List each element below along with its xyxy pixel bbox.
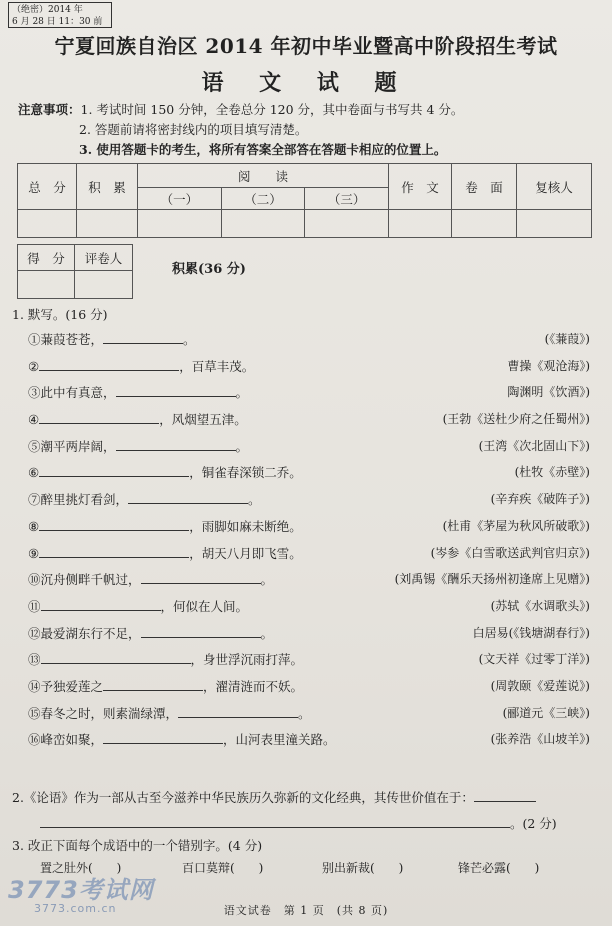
exam-title: 宁夏回族自治区 2014 年初中毕业暨高中阶段招生考试 — [54, 34, 558, 58]
dictation-line — [28, 570, 590, 597]
score-checker-header: 复核人 — [517, 164, 592, 210]
grader-table — [17, 244, 133, 299]
dictation-text — [28, 704, 311, 722]
score-cell[interactable] — [138, 210, 222, 238]
answer-blank[interactable] — [178, 705, 298, 718]
dictation-text — [28, 330, 196, 348]
dictation-prefix: ② — [28, 358, 40, 374]
answer-blank[interactable] — [41, 598, 161, 611]
dictation-source: (文天祥《过零丁洋》) — [478, 652, 590, 667]
secret-line-1: （绝密）2014 年 — [12, 5, 83, 15]
idiom-item[interactable]: 别出新裁( ) — [322, 861, 404, 875]
dictation-source: (苏轼《水调歌头》) — [490, 598, 590, 613]
question-1-lines — [28, 330, 590, 757]
idiom-item[interactable]: 百口莫辩( ) — [182, 861, 264, 875]
watermark-main: 3773考试网 — [8, 876, 154, 904]
dictation-text — [28, 597, 248, 615]
dictation-source: (杜甫《茅屋为秋风所破歌》) — [442, 518, 590, 533]
dictation-suffix: 。 — [260, 572, 274, 588]
dictation-prefix: ⑮春冬之时，则素湍绿潭， — [28, 705, 179, 721]
dictation-text — [28, 463, 302, 481]
dictation-source: (郦道元《三峡》) — [502, 705, 590, 720]
dictation-prefix: ⑫最爱湖东行不足， — [28, 625, 141, 641]
dictation-line — [28, 517, 590, 544]
answer-blank[interactable] — [39, 545, 189, 558]
dictation-source: (王勃《送杜少府之任蜀州》) — [442, 412, 590, 427]
secret-line-2: 6 月 28 日 11：30 前 — [12, 17, 103, 27]
dictation-prefix: ①蒹葭苍苍， — [28, 332, 104, 347]
dictation-line — [28, 357, 590, 384]
dictation-source: 白居易(《钱塘湖春行》) — [472, 625, 590, 640]
dictation-suffix: ，百草丰茂。 — [179, 358, 255, 374]
dictation-suffix: 。 — [248, 492, 261, 508]
answer-blank[interactable] — [141, 625, 261, 638]
score-cell[interactable] — [517, 210, 592, 238]
dictation-text — [28, 677, 303, 695]
dictation-line — [28, 330, 590, 357]
dictation-line — [28, 597, 590, 624]
score-cell[interactable] — [77, 210, 138, 238]
score-cell[interactable] — [221, 210, 305, 238]
dictation-line — [28, 490, 590, 517]
grader-name-header: 评卷人 — [75, 245, 133, 271]
dictation-source: (辛弃疾《破阵子》) — [490, 492, 590, 507]
dictation-source: (刘禹锡《酬乐天扬州初逢席上见赠》) — [394, 572, 590, 587]
dictation-suffix: ，何似在人间。 — [160, 598, 249, 614]
dictation-source: (岑参《白雪歌送武判官归京》) — [430, 545, 590, 560]
dictation-line — [28, 730, 590, 757]
answer-blank[interactable] — [474, 789, 536, 802]
dictation-line — [28, 650, 590, 677]
grader-name-cell[interactable] — [75, 271, 133, 299]
dictation-prefix: ⑭予独爱莲之 — [28, 678, 104, 694]
dictation-suffix: 。 — [298, 705, 311, 721]
dictation-text — [28, 730, 336, 748]
dictation-prefix: ⑩沉舟侧畔千帆过， — [28, 572, 141, 588]
note-item-3: 3. 使用答题卡的考生，将所有答案全部答在答题卡相应的位置上。 — [79, 142, 447, 157]
answer-blank[interactable] — [103, 731, 223, 744]
notes-label: 注意事项： — [18, 102, 81, 117]
dictation-suffix: ，雨脚如麻未断绝。 — [189, 518, 302, 534]
score-essay-header: 作 文 — [389, 164, 452, 210]
dictation-line — [28, 410, 590, 437]
dictation-suffix: ，铜雀春深锁二乔。 — [189, 465, 302, 481]
answer-blank[interactable] — [39, 518, 189, 531]
dictation-source: (王湾《次北固山下》) — [478, 438, 590, 453]
answer-blank[interactable] — [41, 651, 191, 664]
score-table — [17, 163, 592, 238]
answer-blank[interactable] — [39, 464, 189, 477]
answer-blank[interactable] — [116, 438, 236, 451]
note-item-1: 1. 考试时间 150 分钟，全卷总分 120 分，其中卷面与书写共 4 分。 — [80, 102, 464, 117]
score-cell[interactable] — [452, 210, 517, 238]
dictation-source: 陶渊明《饮酒》) — [507, 385, 590, 400]
question-3-heading: 3. 改正下面每个成语中的一个错别字。(4 分) — [12, 838, 263, 853]
dictation-prefix: ⑯峰峦如聚， — [28, 732, 104, 748]
note-item-2: 2. 答题前请将密封线内的项目填写清楚。 — [79, 122, 308, 137]
dictation-source: (《蒹葭》) — [544, 332, 590, 346]
dictation-text — [28, 410, 247, 428]
grader-score-cell[interactable] — [18, 271, 75, 299]
grader-score-header: 得 分 — [18, 245, 75, 271]
score-reading-3: （三） — [305, 188, 389, 210]
dictation-prefix: ③此中有真意， — [28, 385, 116, 401]
dictation-prefix: ⑨ — [28, 545, 40, 561]
dictation-text — [28, 490, 261, 508]
dictation-suffix: ，山河表里潼关路。 — [223, 732, 336, 748]
dictation-line — [28, 704, 590, 731]
dictation-prefix: ⑧ — [28, 518, 40, 534]
exam-subtitle: 语 文 试 题 — [201, 70, 411, 96]
dictation-prefix: ⑥ — [28, 465, 40, 481]
dictation-prefix: ⑪ — [28, 598, 41, 614]
dictation-text — [28, 650, 303, 668]
answer-blank[interactable] — [141, 571, 261, 584]
score-neatness-header: 卷 面 — [452, 164, 517, 210]
question-1-heading: 1. 默写。(16 分) — [12, 307, 108, 322]
question-2-text: 2.《论语》作为一部从古至今滋养中华民族历久弥新的文化经典，其传世价值在于： — [12, 790, 474, 805]
dictation-source: (杜牧《赤壁》) — [514, 465, 590, 480]
answer-blank[interactable] — [103, 331, 183, 344]
dictation-line — [28, 437, 590, 464]
answer-blank[interactable] — [116, 384, 236, 397]
watermark-sub: 3773.com.cn — [34, 902, 117, 915]
dictation-suffix: ，濯清涟而不妖。 — [203, 678, 304, 694]
question-2-points: 。(2 分) — [510, 816, 557, 831]
section-title: 积累(36 分) — [172, 262, 246, 277]
dictation-text — [28, 437, 248, 455]
question-2 — [12, 788, 592, 831]
dictation-line — [28, 677, 590, 704]
answer-blank[interactable] — [39, 411, 159, 424]
dictation-line — [28, 383, 590, 410]
score-cell[interactable] — [389, 210, 452, 238]
dictation-suffix: 。 — [183, 332, 196, 347]
dictation-suffix: 。 — [260, 625, 274, 641]
dictation-source: (周敦颐《爱莲说》) — [490, 678, 590, 693]
dictation-text — [28, 517, 302, 535]
score-reading-2: （二） — [221, 188, 305, 210]
dictation-line — [28, 544, 590, 571]
dictation-suffix: 。 — [235, 385, 249, 401]
dictation-prefix: ⑬ — [28, 652, 41, 668]
answer-blank[interactable] — [128, 491, 248, 504]
answer-blank[interactable] — [39, 358, 179, 371]
secret-box — [8, 2, 112, 28]
dictation-text — [28, 624, 273, 642]
score-reading-header: 阅 读 — [138, 164, 389, 188]
dictation-line — [28, 624, 590, 651]
dictation-text — [28, 544, 302, 562]
idiom-item[interactable]: 置之肚外( ) — [40, 861, 122, 875]
page-footer: 语文试卷 第 1 页 (共 8 页) — [223, 904, 389, 917]
dictation-prefix: ④ — [28, 412, 40, 428]
dictation-text — [28, 570, 273, 588]
dictation-suffix: ，风烟望五津。 — [159, 412, 247, 428]
score-reading-1: （一） — [138, 188, 222, 210]
dictation-source: 曹操《观沧海》) — [507, 358, 590, 373]
dictation-suffix: ，胡天八月即飞雪。 — [189, 545, 302, 561]
dictation-source: (张养浩《山坡羊》) — [490, 732, 590, 747]
score-cell[interactable] — [18, 210, 77, 238]
score-cell[interactable] — [305, 210, 389, 238]
dictation-text — [28, 383, 248, 401]
dictation-suffix: 。 — [235, 438, 249, 454]
dictation-prefix: ⑦醉里挑灯看剑， — [28, 492, 129, 508]
dictation-suffix: ，身世浮沉雨打萍。 — [190, 652, 304, 668]
answer-blank[interactable] — [103, 678, 203, 691]
idiom-item[interactable]: 锋芒必露( ) — [458, 861, 540, 875]
notes — [18, 100, 603, 160]
score-accum-header: 积 累 — [77, 164, 138, 210]
score-total-header: 总 分 — [18, 164, 77, 210]
answer-blank[interactable] — [40, 815, 510, 828]
dictation-line — [28, 463, 590, 490]
dictation-prefix: ⑤潮平两岸阔， — [28, 438, 116, 454]
dictation-text — [28, 357, 254, 375]
